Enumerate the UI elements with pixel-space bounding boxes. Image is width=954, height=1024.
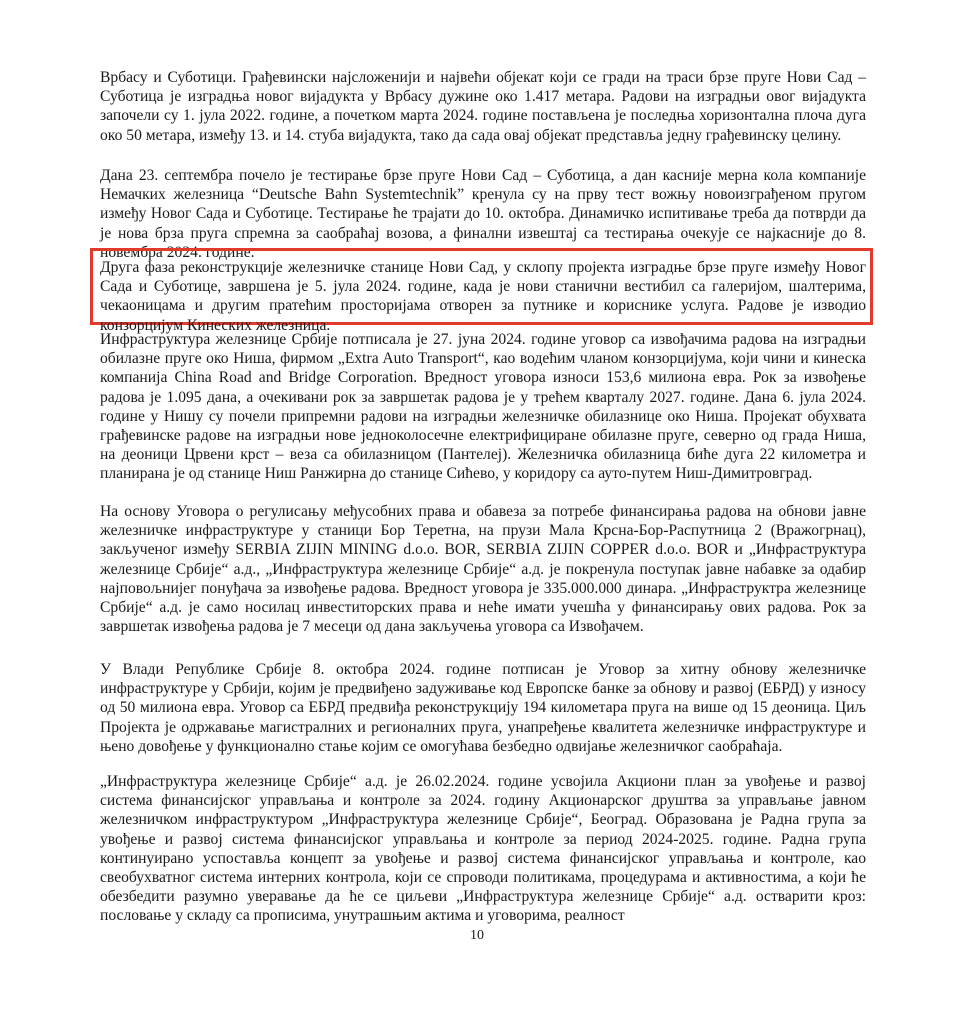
paragraph-vrbas-viaduct: Врбасу и Суботици. Грађевински најсложенији и највећи објекат који се гради на траси брзе пруге Нови Сад – Суботица је изградња новог вијадукта у Врбасу дужине око 1.417 метара. Радови на изградњи овог вијадукта започели су 1. јула 2022. године, а почетком марта 2024. године постављена је последња хоризонтална плоча дуга око 50 метара, између 13. и 14. стуба вијадукта, тако да сада овај објекат представља једну грађевинску целину.: [100, 69, 866, 144]
page-number: 10: [470, 928, 484, 943]
paragraph-action-plan: „Инфраструктура железнице Србије“ а.д. је 26.02.2024. године усвојила Акциони план за увођење и развој система финансијског управљања и контроле за 2024. годину Акционарског друштва за управљање јавном железничком инфраструктуром „Инфраструктура железнице Србије“, Београд. Образована је Радна група за увођење и развој система финансијског управљања и контроле за период 2024-2025. године. Радна група континуирано успоставља концепт за увођење и развој система финансијског управљања и контроле, као свеобухватног система интерних контрола, који се спроводи политикама, процедурама и активностима, а који ће обезбедити разумно уверавање да ће се циљеви „Инфраструктура железнице Србије“ а.д. остварити кроз: пословање у складу са прописима, унутрашњим актима и уговорима, реалност: [100, 773, 866, 925]
paragraph-novi-sad-station: Друга фаза реконструкције железничке станице Нови Сад, у склопу пројекта изградње брзе пруге између Новог Сада и Суботице, завршена је 5. јула 2024. године, када је нови станични вестибил са галеријом, шалтерима, чекаоницама и другим пратећим просторијама отворен за путнике и кориснике услуга. Радове је изводио конзорцијум Кинеских железница.: [100, 259, 866, 334]
paragraph-ebrd-agreement: У Влади Републике Србије 8. октобра 2024. године потписан је Уговор за хитну обнову железничке инфраструктуре у Србији, којим је предвиђено задуживање код Европске банке за обнову и развој (ЕБРД) у износу од 50 милиона евра. Уговор са ЕБРД предвиђа реконструкцију 194 километара пруга на више од 15 деоница. Циљ Пројекта је одржавање магистралних и регионалних пруга, унапређење квалитета железничке инфраструктуре и њено довођење у функционално стање којим се омогућава безбедно одвијање железничког саобраћаја.: [100, 661, 866, 755]
paragraph-nis-bypass: Инфраструктура железнице Србије потписала је 27. јуна 2024. године уговор са извођачима радова на изградњи обилазне пруге око Ниша, фирмом „Extra Auto Transport“, као водећим чланом конзорцијума, који чини и кинеска компанија China Road and Bridge Corporation. Вредност уговора износи 153,6 милиона евра. Рок за извођење радова је 1.095 дана, а очекивани рок за завршетак радова је у трећем кварталу 2027. године. Дана 6. јула 2024. године у Нишу су почели припремни радови на изградњи железничке обилазнице око Ниша. Пројекат обухвата грађевинске радове на изградњи нове једноколосечне електрифициране обилазне пруге, северно од града Ниша, на деоници Црвени крст – веза са обилазницом (Пантелеј). Железничка обилазница биће дуга 22 километра и планирана је од станице Ниш Ранжирна до станице Сићево, у коридору са ауто-путем Ниш-Димитровград.: [100, 331, 866, 483]
paragraph-high-speed-testing: Дана 23. септембра почело је тестирање брзе пруге Нови Сад – Суботица, а дан касније мерна кола компаније Немачких железница “Deutsche Bahn Systemtechnik” кренула су на прву тест вожњу новоизграђеном пругом између Новог Сада и Суботице. Тестирање ће трајати до 10. октобра. Динамичко испитивање треба да потврди да је нова брза пруга спремна за саобраћај возова, а финални извештај са тестирања очекује се најкасније до 8. новембра 2024. године.: [100, 167, 866, 261]
paragraph-bor-station: На основу Уговора о регулисању међусобних права и обавеза за потребе финансирања радова на обнови јавне железничке инфраструктуре у станици Бор Теретна, на прузи Мала Крсна-Бор-Распутница 2 (Вражогрнац), закљученог између SERBIA ZIJIN MINING d.o.o. BOR, SERBIA ZIJIN COPPER d.o.o. BOR и „Инфраструктура железнице Србије“ а.д., „Инфраструктура железнице Србије“ а.д. је покренула поступак јавне набавке за одабир најповољнијег понуђача за извођење радова. Вредност уговора је 335.000.000 динара. „Инфраструктра железнице Србије“ а.д. је само носилац инвеститорских права и неће имати учешћа у финансирању ових радова. Рок за завршетак извођења радова је 7 месеци од дана закључења уговора са Извођачем.: [100, 503, 866, 636]
